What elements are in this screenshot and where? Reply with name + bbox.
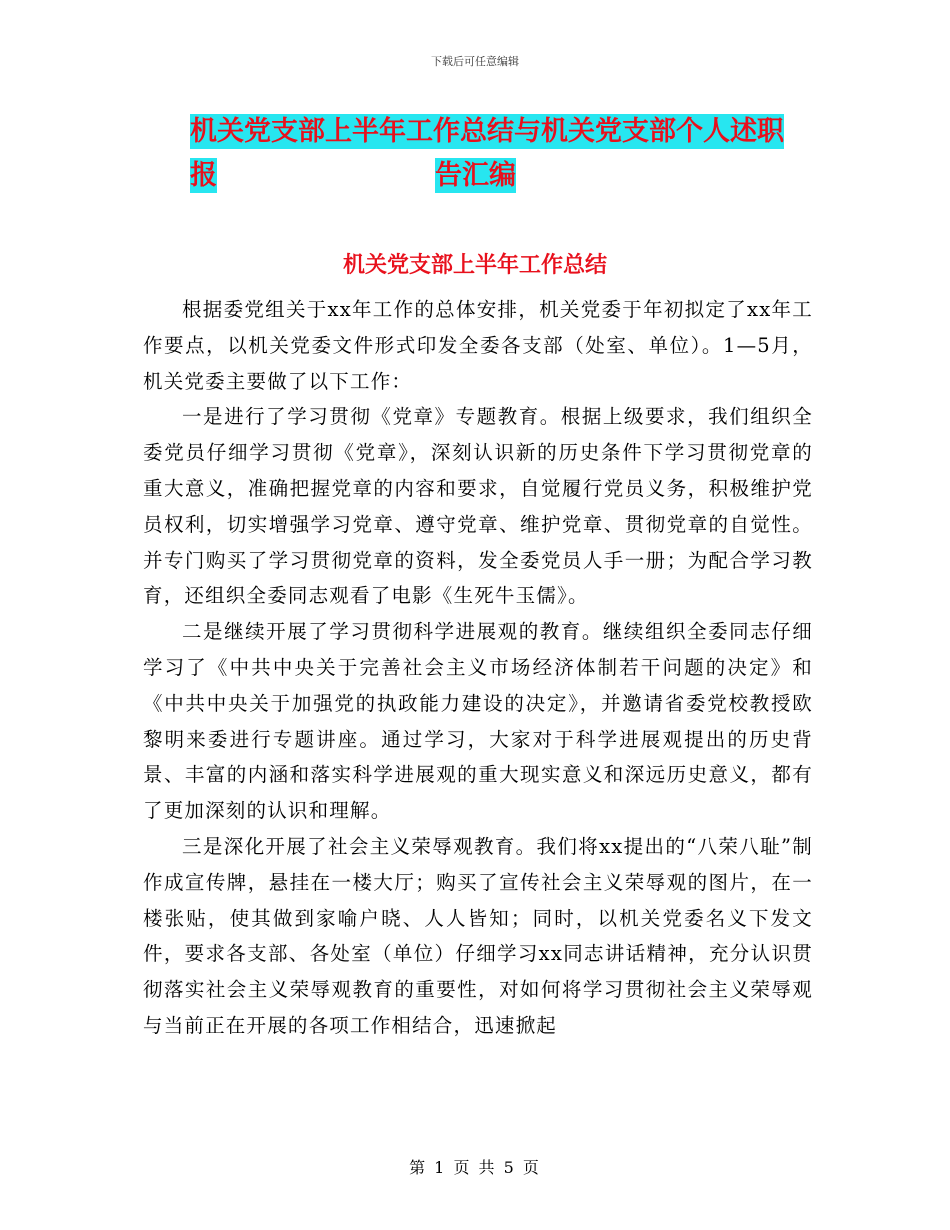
title-line-2 <box>190 154 810 198</box>
page-number: 第 1 页 共 5 页 <box>409 1158 541 1177</box>
section-title: 机关党支部上半年工作总结 <box>342 253 607 278</box>
paragraph: 一是进行了学习贯彻《党章》专题教育。根据上级要求，我们组织全委党员仔细学习贯彻《党章》，深刻认识新的历史条件下学习贯彻党章的重大意义，准确把握党章的内容和要求，自觉履行党员义务，积极维护党员权利，切实增强学习党章、遵守党章、维护党章、贯彻党章的自觉性。并专门购买了学习贯彻党章的资料，发全委党员人手一册；为配合学习教育，还组织全委同志观看了电影《生死牛玉儒》。 <box>143 405 813 608</box>
body-text <box>143 292 813 1044</box>
paragraph: 根据委党组关于xx年工作的总体安排，机关党委于年初拟定了xx年工作要点，以机关党委文件形式印发全委各支部（处室、单位）。1—5月，机关党委主要做了以下工作： <box>143 298 813 393</box>
title-line-1-text: 机关党支部上半年工作总结与机关党支部个人述职报 <box>190 116 784 191</box>
header-note: 下载后可任意编辑 <box>431 55 519 68</box>
paragraph: 三是深化开展了社会主义荣辱观教育。我们将xx提出的“八荣八耻”制作成宣传牌，悬挂在一楼大厅；购买了宣传社会主义荣辱观的图片，在一楼张贴，使其做到家喻户晓、人人皆知；同时，以机关党委名义下发文件，要求各支部、各处室（单位）仔细学习xx同志讲话精神，充分认识贯彻落实社会主义荣辱观教育的重要性，对如何将学习贯彻社会主义荣辱观与当前正在开展的各项工作相结合，迅速掀起 <box>143 834 813 1037</box>
paragraph: 二是继续开展了学习贯彻科学进展观的教育。继续组织全委同志仔细学习了《中共中央关于完善社会主义市场经济体制若干问题的决定》和《中共中央关于加强党的执政能力建设的决定》，并邀请省委党校教授欧黎明来委进行专题讲座。通过学习，大家对于科学进展观提出的历史背景、丰富的内涵和落实科学进展观的重大现实意义和深远历史意义，都有了更加深刻的认识和理解。 <box>143 620 813 823</box>
title-line-2-text: 告汇编 <box>435 160 516 191</box>
document-title <box>190 110 810 198</box>
